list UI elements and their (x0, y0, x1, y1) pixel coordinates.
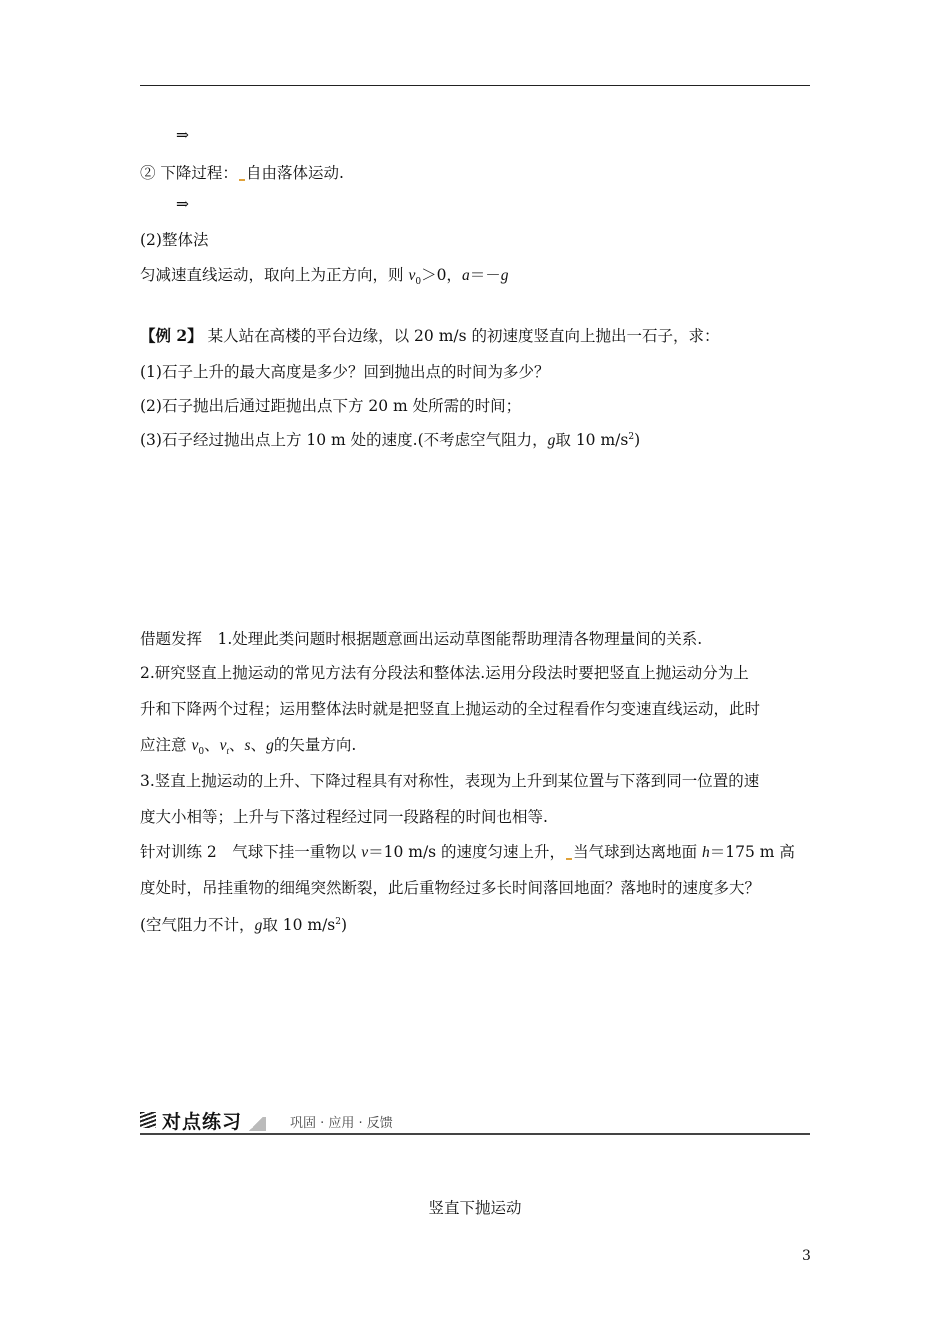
training-text-2: ＝10 m/s 的速度匀速上升， (368, 843, 566, 861)
example-2-text: 某人站在高楼的平台边缘，以 20 m/s 的初速度竖直向上抛出一石子，求： (202, 327, 720, 345)
v0-subscript: 0 (198, 747, 205, 758)
training-2-line-3 (140, 913, 347, 935)
tip-2-line-1: 2.研究竖直上抛运动的常见方法有分段法和整体法.运用分段法时要把竖直上抛运动分为上 (140, 664, 749, 682)
highlight-mark (239, 179, 245, 181)
training-text-3: 当气球到达离地面 (573, 843, 702, 861)
training-superscript: 2 (335, 916, 341, 927)
uniform-text-2: ＞0， (421, 266, 462, 284)
header-rule (140, 85, 810, 86)
g-symbol: g (266, 737, 274, 754)
example-2-label: 【例 2】 (140, 326, 203, 345)
training-text-4: ＝175 m 高 (709, 843, 795, 861)
training-text: (空气阻力不计， (140, 916, 255, 934)
whole-method-heading: (2)整体法 (140, 231, 209, 249)
example-2-prompt (140, 324, 720, 346)
descent-process-line (140, 161, 344, 183)
separator: 、 (228, 736, 245, 754)
tip-1: 借题发挥 1.处理此类问题时根据题意画出运动草图能帮助理清各物理量间的关系. (140, 630, 703, 648)
separator: 、 (250, 736, 267, 754)
highlight-mark (566, 858, 572, 860)
section-title-block (140, 1107, 266, 1133)
tip-2-line-2: 升和下降两个过程；运用整体法时就是把竖直上抛运动的全过程看作匀变速直线运动，此时 (140, 700, 761, 718)
training-2-line-2: 度处时，吊挂重物的细绳突然断裂，此后重物经过多长时间落回地面？落地时的速度多大？ (140, 879, 761, 897)
tip-text-end: 的矢量方向. (273, 736, 357, 754)
example-2-question-2: (2)石子抛出后通过距抛出点下方 20 m 处所需的时间； (140, 397, 522, 415)
g-symbol: g (254, 917, 263, 934)
v0-subscript: 0 (415, 277, 422, 288)
section-subtitle: 巩固 · 应用 · 反馈 (290, 1116, 393, 1131)
page-number: 3 (802, 1248, 811, 1264)
g-symbol: g (500, 267, 509, 284)
subheading: 竖直下抛运动 (428, 1199, 522, 1217)
implication-arrow-1: ⇒ (176, 126, 189, 144)
descent-text: 自由落体运动. (245, 164, 344, 182)
q3-text-3: ) (634, 431, 641, 449)
descent-prefix: ② 下降过程： (140, 164, 238, 182)
tip-2-line-3 (140, 733, 356, 757)
training-2-line-1 (140, 840, 795, 862)
v0-symbol: v (408, 267, 416, 284)
v-symbol: v (361, 844, 369, 861)
uniform-text: 匀减速直线运动，取向上为正方向，则 (140, 266, 409, 284)
a-symbol: a (461, 267, 470, 284)
example-2-question-1: (1)石子上升的最大高度是多少？回到抛出点的时间为多少？ (140, 363, 550, 381)
example-2-question-3 (140, 428, 640, 450)
training-text-3: ) (341, 916, 348, 934)
h-symbol: h (702, 844, 710, 861)
vt-symbol: v (219, 737, 227, 754)
training-text: 针对训练 2 气球下挂一重物以 (140, 843, 362, 861)
tip-3-line-1: 3.竖直上抛运动的上升、下降过程具有对称性，表现为上升到某位置与下落到同一位置的速 (140, 772, 760, 790)
q3-superscript: 2 (628, 431, 635, 442)
uniform-text-3: ＝－ (469, 266, 501, 284)
g-symbol: g (547, 432, 556, 449)
section-rule (140, 1133, 810, 1135)
uniform-deceleration-line (140, 263, 508, 287)
separator: 、 (204, 736, 220, 754)
implication-arrow-2: ⇒ (176, 195, 189, 213)
tip-3-line-2: 度大小相等；上升与下落过程经过同一段路程的时间也相等. (140, 808, 548, 826)
training-text-2: 取 10 m/s (262, 916, 336, 934)
q3-text-2: 取 10 m/s (555, 431, 629, 449)
section-header (140, 1107, 810, 1135)
vt-subscript: t (226, 746, 229, 757)
stripe-icon (140, 1112, 156, 1128)
q3-text: (3)石子经过抛出点上方 10 m 处的速度.(不考虑空气阻力， (140, 431, 548, 449)
section-title: 对点练习 (162, 1110, 243, 1133)
s-symbol: s (244, 737, 251, 754)
corner-decoration-icon (246, 1117, 266, 1131)
tip-text: 应注意 (140, 736, 192, 754)
v0-symbol: v (191, 737, 199, 754)
